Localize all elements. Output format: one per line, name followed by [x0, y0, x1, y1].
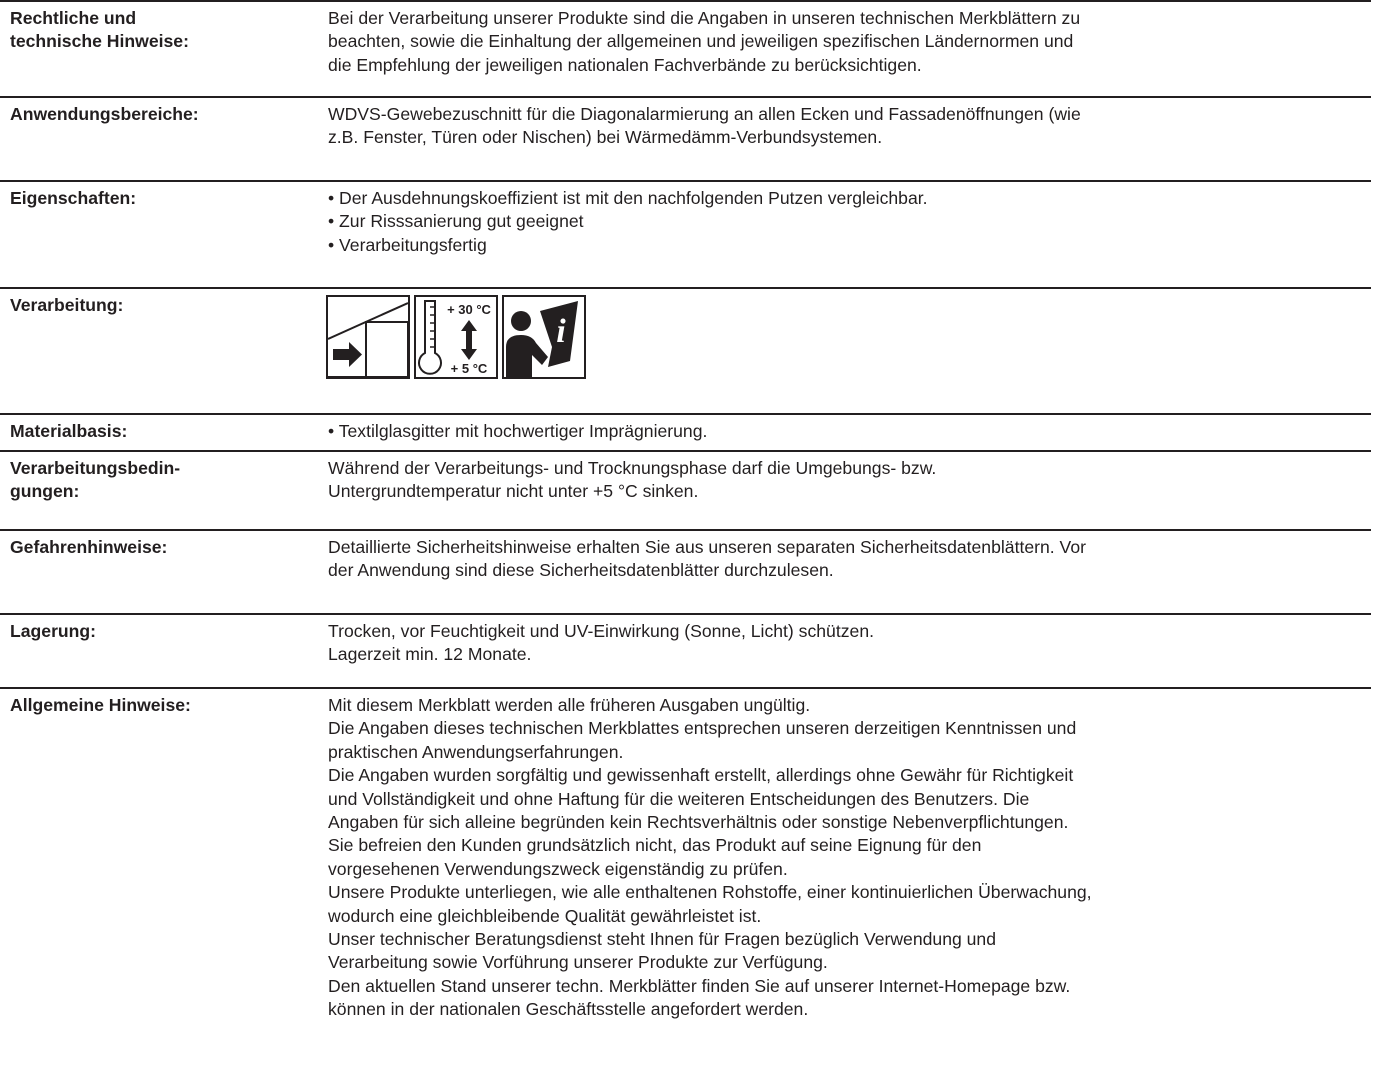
section-content — [328, 457, 1370, 504]
temp-max-label: + 30 °C — [447, 302, 491, 317]
text-line: Mit diesem Merkblatt werden alle früheren Ausgaben ungültig. — [328, 695, 811, 715]
section-content — [328, 7, 1370, 77]
text-line: praktischen Anwendungserfahrungen. — [328, 741, 624, 762]
text-line: und Vollständigkeit und ohne Haftung für die weiteren Entscheidungen des Benutzers. Die — [328, 788, 1030, 809]
text-line: Bei der Verarbeitung unserer Produkte sind die Angaben in unseren technischen Merkblättern zu — [328, 8, 1081, 28]
section-verarbeitungsbedingungen — [0, 450, 1371, 529]
text-line: WDVS-Gewebezuschnitt für die Diagonalarmierung an allen Ecken und Fassadenöffnungen (wie — [328, 104, 1081, 124]
section-label: Gefahrenhinweise: — [10, 537, 168, 557]
text-line: Angaben für sich alleine begründen kein Rechtsverhältnis oder sonstige Nebenverpflichtungen. — [328, 812, 1069, 833]
section-content — [328, 620, 1370, 667]
text-line: Trocken, vor Feuchtigkeit und UV-Einwirkung (Sonne, Licht) schützen. — [328, 621, 874, 641]
section-gefahrenhinweise — [0, 529, 1371, 613]
text-line: Sie befreien den Kunden grundsätzlich nicht, das Produkt auf seine Eignung für den — [328, 835, 982, 856]
bullet-item: • Verarbeitungsfertig — [328, 234, 487, 255]
bullet-item: • Zur Risssanierung gut geeignet — [328, 211, 584, 232]
text-line: Den aktuellen Stand unserer techn. Merkblätter finden Sie auf unserer Internet-Homepage bzw. — [328, 975, 1071, 996]
text-line: Unser technischer Beratungsdienst steht Ihnen für Fragen bezüglich Verwendung und — [328, 929, 997, 950]
section-label: Anwendungsbereiche: — [10, 104, 199, 124]
text-line: Untergrundtemperatur nicht unter +5 °C sinken. — [328, 481, 699, 502]
storage-wedge-icon — [326, 295, 410, 379]
section-content — [328, 420, 1370, 443]
section-materialbasis — [0, 413, 1371, 450]
section-label: Rechtliche und technische Hinweise: — [10, 8, 189, 52]
section-label: Allgemeine Hinweise: — [10, 695, 191, 715]
text-line: beachten, sowie die Einhaltung der allgemeinen und jeweiligen spezifischen Ländernormen und — [328, 31, 1074, 52]
text-line: die Empfehlung der jeweiligen nationalen Fachverbände zu berücksichtigen. — [328, 54, 922, 75]
thermometer-icon — [414, 295, 498, 379]
bullet-item: • Textilglasgitter mit hochwertiger Imprägnierung. — [328, 421, 708, 441]
info-glyph: i — [556, 313, 566, 350]
text-line: Die Angaben wurden sorgfältig und gewissenhaft erstellt, allerdings ohne Gewähr für Richtigkeit — [328, 765, 1074, 786]
section-label: Verarbeitungsbedin- gungen: — [10, 458, 181, 502]
text-line: Während der Verarbeitungs- und Trocknungsphase darf die Umgebungs- bzw. — [328, 458, 937, 478]
text-line: Verarbeitung sowie Vorführung unserer Produkte zur Verfügung. — [328, 952, 828, 973]
text-line: Detaillierte Sicherheitshinweise erhalten Sie aus unseren separaten Sicherheitsdatenblättern. Vor — [328, 537, 1086, 557]
text-line: der Anwendung sind diese Sicherheitsdatenblätter durchzulesen. — [328, 560, 834, 581]
text-line: können in der nationalen Geschäftsstelle angefordert werden. — [328, 999, 809, 1020]
section-content — [328, 536, 1370, 583]
section-allgemeine-hinweise — [0, 687, 1371, 1092]
text-line: Unsere Produkte unterliegen, wie alle enthaltenen Rohstoffe, einer kontinuierlichen Überwachung, — [328, 882, 1092, 903]
temp-min-label: + 5 °C — [450, 361, 488, 376]
section-content — [328, 187, 1370, 257]
section-label: Eigenschaften: — [10, 188, 137, 208]
text-line: wodurch eine gleichbleibende Qualität gewährleistet ist. — [328, 905, 762, 926]
bullet-item: • Der Ausdehnungskoeffizient ist mit den nachfolgenden Putzen vergleichbar. — [328, 188, 928, 208]
section-content — [328, 103, 1370, 150]
pictogram-group — [326, 295, 586, 379]
read-datasheet-icon — [502, 295, 586, 379]
text-line: vorgesehenen Verwendungszweck eigenständig zu prüfen. — [328, 858, 788, 879]
section-lagerung — [0, 613, 1371, 687]
section-rechtliche-hinweise — [0, 0, 1371, 96]
section-label: Materialbasis: — [10, 421, 128, 441]
text-line: Die Angaben dieses technischen Merkblattes entsprechen unseren derzeitigen Kenntnissen und — [328, 718, 1077, 739]
section-verarbeitung — [0, 287, 1371, 413]
section-label: Lagerung: — [10, 621, 97, 641]
text-line: Lagerzeit min. 12 Monate. — [328, 644, 532, 665]
section-label: Verarbeitung: — [10, 295, 124, 315]
section-content — [328, 694, 1370, 1022]
section-eigenschaften — [0, 180, 1371, 287]
section-anwendungsbereiche — [0, 96, 1371, 180]
text-line: z.B. Fenster, Türen oder Nischen) bei Wärmedämm-Verbundsystemen. — [328, 127, 883, 148]
